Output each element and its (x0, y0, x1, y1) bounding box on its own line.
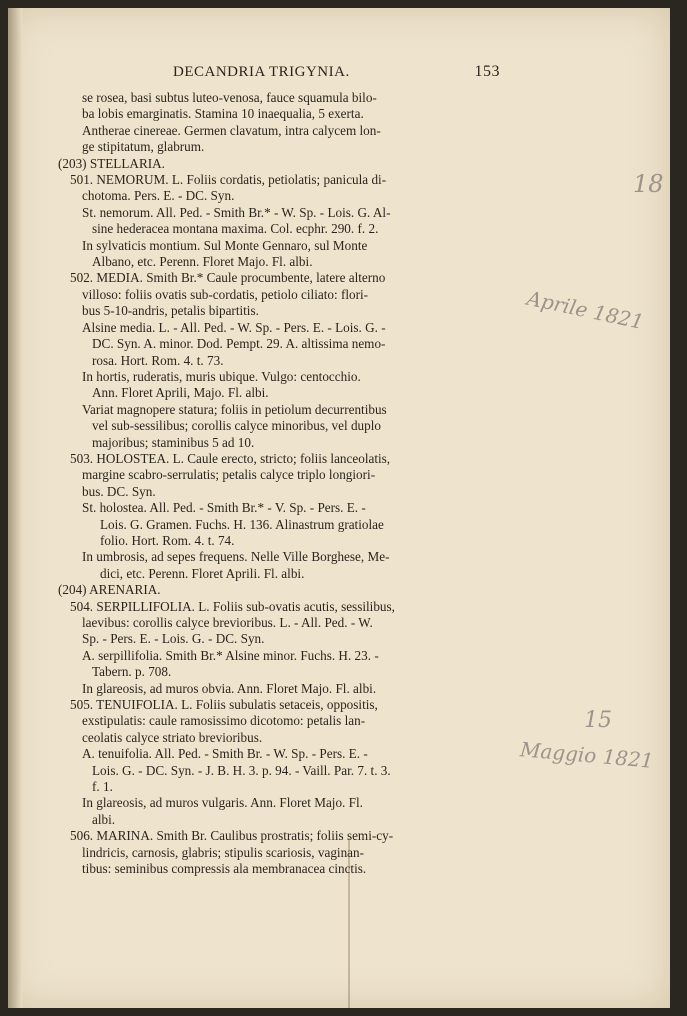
text-line: Sp. - Pers. E. - Lois. G. - DC. Syn. (82, 631, 265, 647)
text-line: majoribus; staminibus 5 ad 10. (92, 434, 255, 450)
text-line: exstipulatis: caule ramosissimo dicotomo: petalis lan- (82, 713, 366, 729)
text-line: Tabern. p. 708. (92, 664, 172, 680)
text-line: lindricis, carnosis, glabris; stipulis scariosis, vaginan- (82, 844, 365, 860)
text-line: ceolatis calyce striato brevioribus. (82, 729, 263, 745)
page-crease (348, 838, 350, 1008)
text-line: margine scabro-serrulatis; petalis calyce triplo longiori- (82, 467, 376, 483)
text-line: Alsine media. L. - All. Ped. - W. Sp. - Pers. E. - Lois. G. - (82, 319, 386, 335)
genus-heading: (203) STELLARIA. (58, 155, 165, 171)
body-text (58, 90, 522, 878)
book-page (8, 8, 670, 1008)
text-line: A. serpillifolia. Smith Br.* Alsine minor. Fuchs. H. 23. - (82, 647, 379, 663)
species-entry: 506. MARINA. Smith Br. Caulibus prostratis; foliis semi-cy- (70, 828, 394, 844)
running-head: DECANDRIA TRIGYNIA. (173, 64, 350, 80)
text-line: DC. Syn. A. minor. Dod. Pempt. 29. A. altissima nemo- (92, 336, 386, 352)
text-line: laevibus: corollis calyce brevioribus. L. - All. Ped. - W. (82, 615, 373, 630)
text-line: In umbrosis, ad sepes frequens. Nelle Ville Borghese, Me- (82, 549, 390, 565)
text-line: chotoma. Pers. E. - DC. Syn. (82, 188, 235, 204)
text-line: ge stipitatum, glabrum. (82, 139, 205, 155)
species-entry: 501. NEMORUM. L. Foliis cordatis, petiolatis; panicula di- (70, 172, 387, 188)
text-line: Lois. G. - DC. Syn. - J. B. H. 3. p. 94. - Vaill. Par. 7. t. 3. (92, 762, 391, 778)
text-line: bus 5-10-andris, petalis bipartitis. (82, 303, 259, 319)
text-line: Antherae cinereae. Germen clavatum, intra calycem lon- (82, 122, 381, 138)
page-header (8, 60, 670, 84)
handwritten-note: Maggio 1821 (519, 737, 655, 773)
text-line: se rosea, basi subtus luteo-venosa, fauce squamula bilo- (82, 90, 377, 105)
text-line: bus. DC. Syn. (82, 483, 156, 499)
text-line: vel sub-sessilibus; corollis calyce minoribus, vel duplo (92, 418, 381, 434)
text-line: Lois. G. Gramen. Fuchs. H. 136. Alinastrum gratiolae (100, 516, 384, 532)
text-line: albi. (92, 811, 116, 827)
text-line: A. tenuifolia. All. Ped. - Smith Br. - W. Sp. - Pers. E. - (82, 746, 368, 762)
text-line: Ann. Floret Aprili, Majo. Fl. albi. (92, 385, 269, 401)
text-line: In sylvaticis montium. Sul Monte Gennaro, sul Monte (82, 237, 368, 253)
species-entry: 503. HOLOSTEA. L. Caule erecto, stricto; foliis lanceolatis, (70, 450, 391, 466)
binding-gutter (8, 8, 22, 1008)
text-line: villoso: foliis ovatis sub-cordatis, petiolo ciliato: flori- (82, 286, 369, 302)
handwritten-note: 18 (633, 170, 664, 198)
text-line: St. nemorum. All. Ped. - Smith Br.* - W. Sp. - Lois. G. Al- (82, 204, 391, 220)
text-line: ba lobis emarginatis. Stamina 10 inaequalia, 5 exerta. (82, 106, 364, 122)
species-entry: 505. TENUIFOLIA. L. Foliis subulatis setaceis, oppositis, (70, 697, 378, 713)
species-entry: 502. MEDIA. Smith Br.* Caule procumbente, latere alterno (70, 270, 386, 286)
text-line: Variat magnopere statura; foliis in petiolum decurrentibus (82, 401, 387, 417)
handwritten-note: Aprile 1821 (524, 285, 646, 335)
text-line: In hortis, ruderatis, muris ubique. Vulgo: centocchio. (82, 368, 361, 384)
page-number: 153 (474, 63, 500, 80)
text-line: In glareosis, ad muros obvia. Ann. Floret Majo. Fl. albi. (82, 680, 377, 696)
text-line: sine hederacea montana maxima. Col. ecphr. 290. f. 2. (92, 221, 379, 237)
text-line: rosa. Hort. Rom. 4. t. 73. (92, 352, 224, 368)
text-line: tibus: seminibus compressis ala membranacea cinctis. (82, 861, 367, 877)
text-line: Albano, etc. Perenn. Floret Majo. Fl. albi. (92, 254, 313, 270)
text-line: St. holostea. All. Ped. - Smith Br.* - V. Sp. - Pers. E. - (82, 500, 366, 516)
text-line: dici, etc. Perenn. Floret Aprili. Fl. albi. (100, 565, 305, 581)
text-line: f. 1. (92, 779, 113, 795)
species-entry: 504. SERPILLIFOLIA. L. Foliis sub-ovatis acutis, sessilibus, (70, 598, 395, 614)
genus-heading: (204) ARENARIA. (58, 582, 161, 598)
text-line: folio. Hort. Rom. 4. t. 74. (100, 532, 235, 548)
handwritten-note: 15 (584, 708, 612, 733)
text-line: In glareosis, ad muros vulgaris. Ann. Floret Majo. Fl. (82, 795, 363, 811)
